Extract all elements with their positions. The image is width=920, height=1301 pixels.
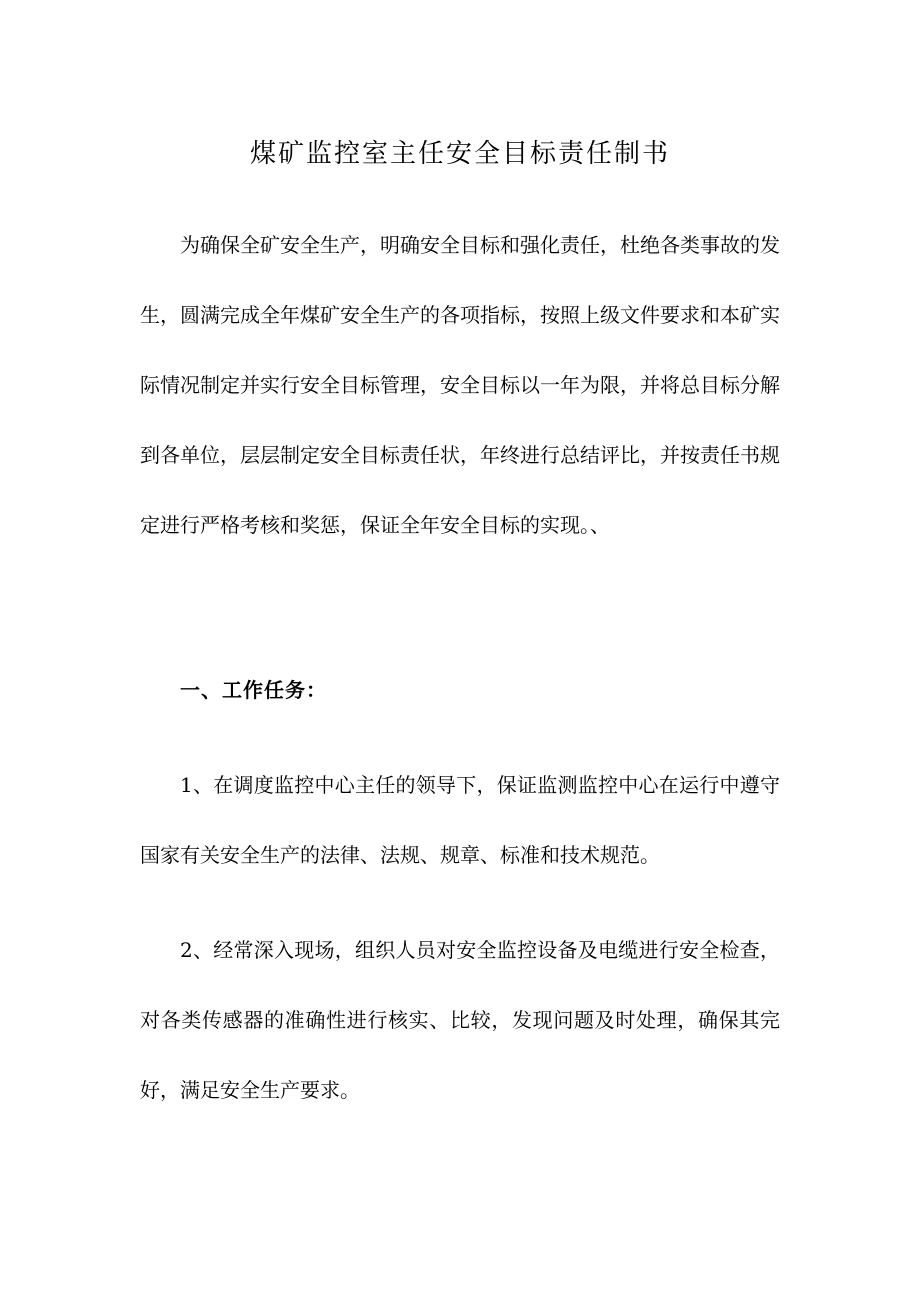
task-item-2: 2、经常深入现场，组织人员对安全监控设备及电缆进行安全检查，对各类传感器的准确性进行核实、比较，发现问题及时处理，确保其完好，满足安全生产要求。 [140,938,780,1102]
task-item-1: 1、在调度监控中心主任的领导下，保证监测监控中心在运行中遵守国家有关安全生产的法律、法规、规章、标准和技术规范。 [140,773,780,867]
document-title: 煤矿监控室主任安全目标责任制书 [249,139,670,169]
section-heading: 一、工作任务： [180,678,327,702]
intro-paragraph: 为确保全矿安全生产，明确安全目标和强化责任，杜绝各类事故的发生，圆满完成全年煤矿安全生产的各项指标，按照上级文件要求和本矿实际情况制定并实行安全目标管理，安全目标以一年为限，并将总目标分解到各单位，层层制定安全目标责任状，年终进行总结评比，并按责任书规定进行严格考核和奖惩，保证全年安全目标的实现。、 [140,233,780,537]
